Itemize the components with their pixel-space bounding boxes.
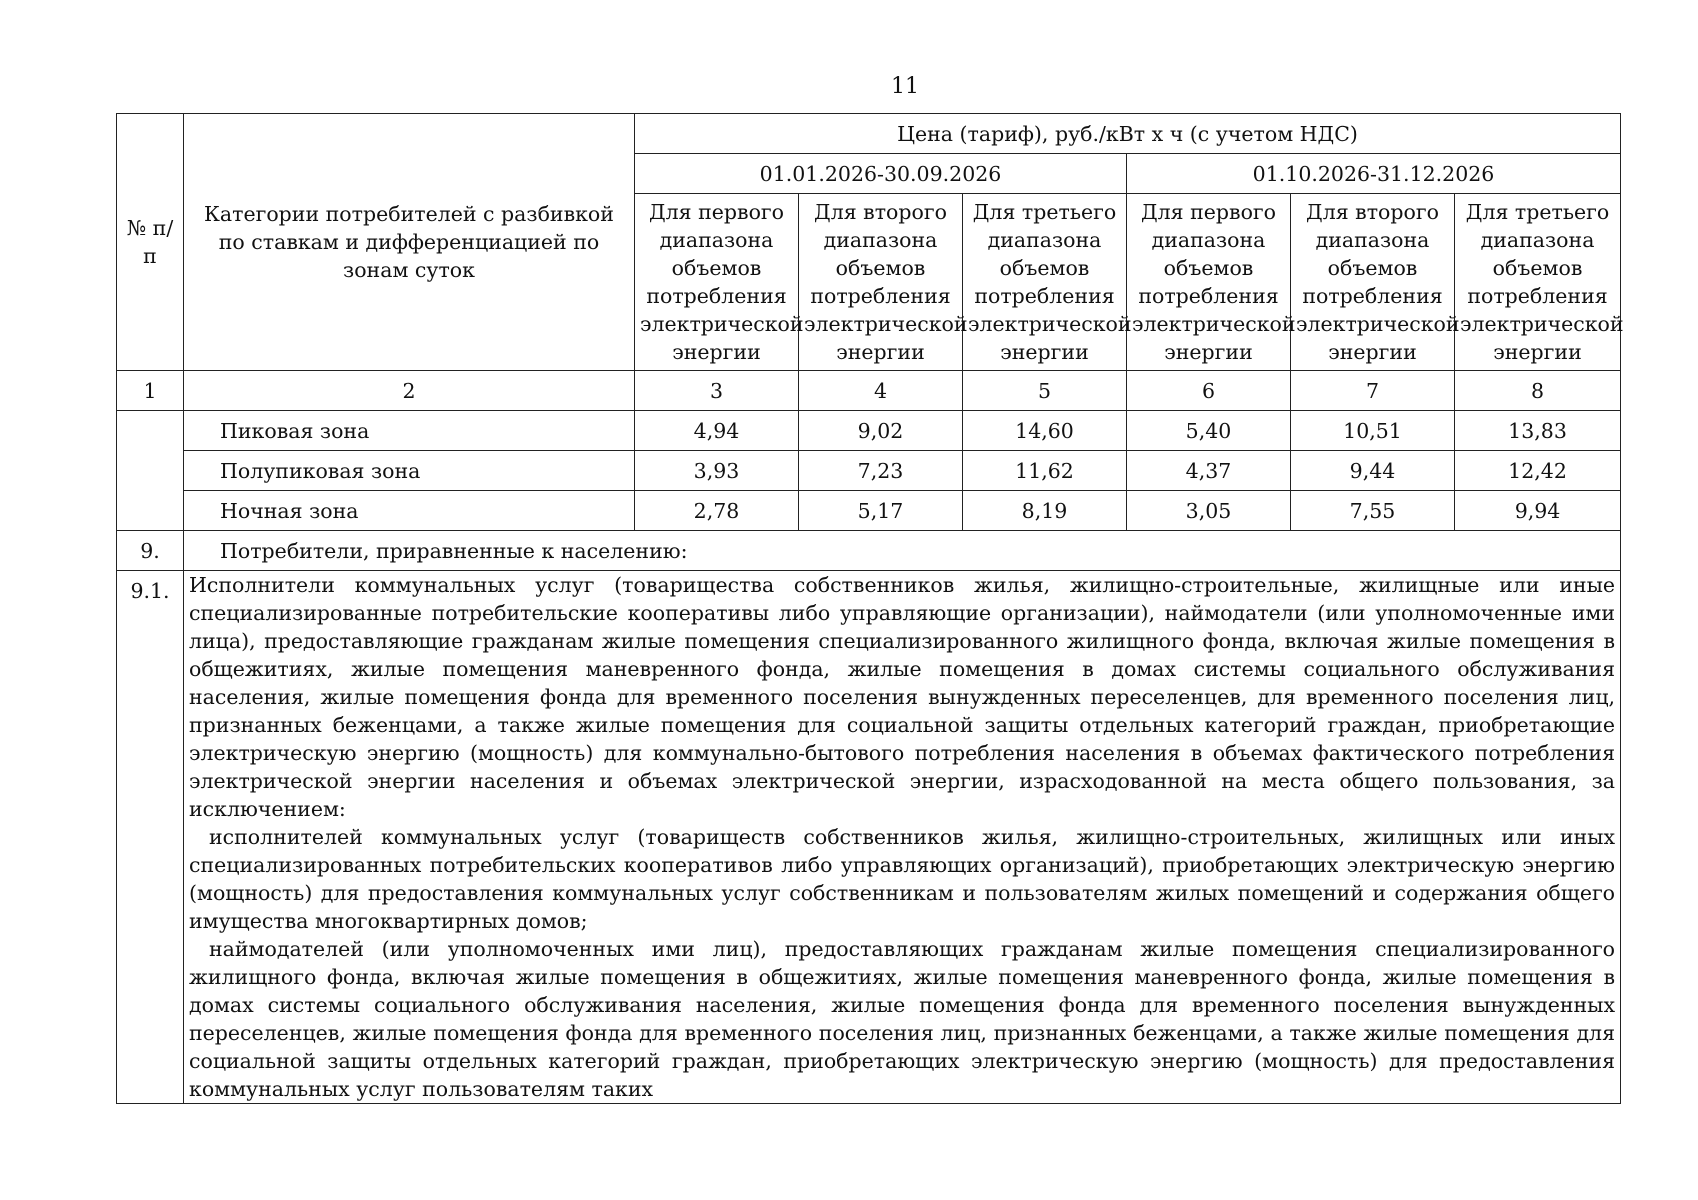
header-col-category: Категории потребителей с разбивкой по ставкам и дифференциацией по зонам суток: [184, 114, 635, 371]
section-number: 9.: [117, 531, 184, 571]
tariff-value: 3,05: [1127, 491, 1291, 531]
tariff-value: 4,37: [1127, 451, 1291, 491]
column-index: 7: [1291, 371, 1455, 411]
column-index: 2: [184, 371, 635, 411]
tariff-value: 8,19: [963, 491, 1127, 531]
tariff-value: 9,94: [1455, 491, 1621, 531]
tariff-value: 5,17: [799, 491, 963, 531]
tariff-value: 9,44: [1291, 451, 1455, 491]
table-row-section-9-1: [117, 571, 1621, 1104]
paragraph: исполнителей коммунальных услуг (товариществ собственников жилья, жилищно-строительных, жилищных или иных специализированных потребительских кооперативов либо управляющих организаций), приобретающих электрическую энергию (мощность) для предоставления коммунальных услуг собственникам и пользователям жилых помещений и содержания общего имущества многоквартирных домов;: [189, 825, 1616, 933]
header-period-2: 01.10.2026-31.12.2026: [1127, 154, 1621, 194]
header-range-2: Для второго диапазона объемов потребления электрической энергии: [799, 194, 963, 371]
zone-label: Полупиковая зона: [184, 451, 635, 491]
table-row-half-peak-zone: [117, 451, 1621, 491]
header-period-1: 01.01.2026-30.09.2026: [635, 154, 1127, 194]
header-col-num: № п/п: [117, 114, 184, 371]
header-range-1: Для первого диапазона объемов потребления электрической энергии: [635, 194, 799, 371]
table-row-peak-zone: [117, 411, 1621, 451]
table-row-night-zone: [117, 491, 1621, 531]
tariff-value: 4,94: [635, 411, 799, 451]
header-range-3: Для третьего диапазона объемов потребления электрической энергии: [963, 194, 1127, 371]
section-number: 9.1.: [117, 571, 184, 1104]
tariff-value: 7,55: [1291, 491, 1455, 531]
tariff-value: 9,02: [799, 411, 963, 451]
tariff-value: 13,83: [1455, 411, 1621, 451]
paragraph: наймодателей (или уполномоченных ими лиц), предоставляющих гражданам жилые помещения специализированного жилищного фонда, включая жилые помещения в общежитиях, жилые помещения маневренного фонда, жилые помещения в домах системы социального обслуживания населения, жилые помещения фонда для временного поселения вынужденных переселенцев, жилые помещения фонда для временного поселения лиц, признанных беженцами, а также жилые помещения для социальной защиты отдельных категорий граждан, приобретающих электрическую энергию (мощность) для предоставления коммунальных услуг пользователям таких: [189, 937, 1616, 1101]
tariff-value: 12,42: [1455, 451, 1621, 491]
column-index: 8: [1455, 371, 1621, 411]
zone-label: Пиковая зона: [184, 411, 635, 451]
section-label: Потребители, приравненные к населению:: [184, 531, 1621, 571]
tariff-value: 14,60: [963, 411, 1127, 451]
column-index: 3: [635, 371, 799, 411]
header-range-1-p2: Для первого диапазона объемов потребления электрической энергии: [1127, 194, 1291, 371]
table-row-section-9: [117, 531, 1621, 571]
tariff-value: 7,23: [799, 451, 963, 491]
column-index: 5: [963, 371, 1127, 411]
header-range-3-p2: Для третьего диапазона объемов потребления электрической энергии: [1455, 194, 1621, 371]
column-index: 6: [1127, 371, 1291, 411]
header-range-2-p2: Для второго диапазона объемов потребления электрической энергии: [1291, 194, 1455, 371]
tariff-value: 10,51: [1291, 411, 1455, 451]
tariff-table: [116, 113, 1624, 1104]
paragraph: Исполнители коммунальных услуг (товарищества собственников жилья, жилищно-строительные, жилищные или иные специализированные потребительские кооперативы либо управляющие организации), наймодатели (или уполномоченные ими лица), предоставляющие гражданам жилые помещения специализированного жилищного фонда, включая жилые помещения в общежитиях, жилые помещения маневренного фонда, жилые помещения в домах системы социального обслуживания населения, жилые помещения фонда для временного поселения вынужденных переселенцев, для временного поселения лиц, признанных беженцами, а также жилые помещения для социальной защиты отдельных категорий граждан, приобретающие электрическую энергию (мощность) для коммунально-бытового потребления населения в объемах фактического потребления электрической энергии населения и объемах электрической энергии, израсходованной на места общего пользования, за исключением:: [189, 573, 1616, 821]
page-number: 11: [891, 74, 919, 99]
column-index: 4: [799, 371, 963, 411]
zone-group-num: [117, 411, 184, 531]
section-text: [184, 571, 1621, 1104]
tariff-value: 11,62: [963, 451, 1127, 491]
tariff-value: 5,40: [1127, 411, 1291, 451]
tariff-value: 3,93: [635, 451, 799, 491]
zone-label: Ночная зона: [184, 491, 635, 531]
header-price-title: Цена (тариф), руб./кВт х ч (с учетом НДС): [635, 114, 1621, 154]
header-row-price: [117, 114, 1621, 154]
column-index: 1: [117, 371, 184, 411]
tariff-value: 2,78: [635, 491, 799, 531]
column-index-row: [117, 371, 1621, 411]
